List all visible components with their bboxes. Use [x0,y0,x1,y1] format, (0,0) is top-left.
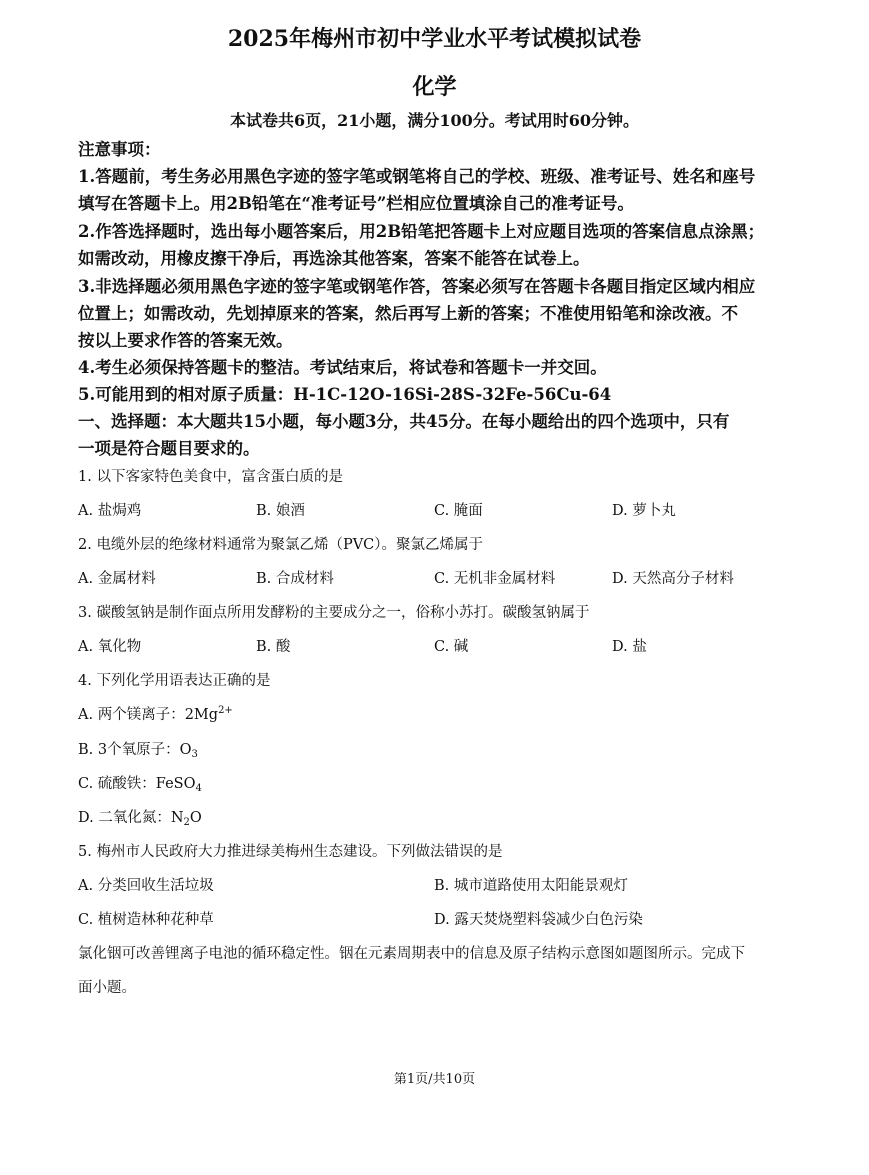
note-line: 3.非选择题必须用黑色字迹的签字笔或钢笔作答，答案必须写在答题卡各题目指定区域内相应 [78,277,756,296]
chem-formula: O [179,742,192,758]
question-stem: 1. 以下客家特色美食中，富含蛋白质的是 [78,469,343,485]
passage-text: 氯化铟可改善锂离子电池的循环稳定性。铟在元素周期表中的信息及原子结构示意图如题图所示。完成下 [78,946,745,962]
option-b: B. 城市道路使用太阳能景观灯 [434,878,628,894]
question-stem: 3. 碳酸氢钠是制作面点所用发酵粉的主要成分之一，俗称小苏打。碳酸氢钠属于 [78,605,590,621]
chem-formula-tail: O [189,810,202,826]
option-b: B. 娘酒 [256,503,305,519]
note-line: 填写在答题卡上。用2B铅笔在“准考证号”栏相应位置填涂自己的准考证号。 [78,194,634,213]
option-d: D. 盐 [612,639,647,655]
option-c [78,772,202,794]
subscript: 3 [191,749,198,760]
option-a [78,703,233,724]
option-c: C. 植树造林种花种草 [78,912,214,928]
exam-info: 本试卷共6页，21小题，满分100分。考试用时60分钟。 [229,111,640,130]
question-stem: 4. 下列化学用语表达正确的是 [78,673,271,689]
chem-formula: 2Mg [184,707,219,723]
option-a: A. 盐焗鸡 [78,503,142,519]
note-line: 按以上要求作答的答案无效。 [78,331,293,350]
option-a: A. 分类回收生活垃圾 [78,878,214,894]
charge-superscript: 2+ [218,705,233,716]
subscript: 2 [183,817,190,828]
option-label: D. 二氧化氮： [78,810,171,826]
option-b: B. 酸 [256,639,291,655]
option-label: A. 两个镁离子： [78,707,185,723]
chem-formula: FeSO [155,776,196,792]
option-label: B. 3个氧原子： [78,742,180,758]
passage-text: 面小题。 [78,980,136,996]
note-line: 4.考生必须保持答题卡的整洁。考试结束后，将试卷和答题卡一并交回。 [78,358,607,377]
notes-heading: 注意事项： [78,140,161,159]
note-line: 如需改动，用橡皮擦干净后，再选涂其他答案，答案不能答在试卷上。 [78,249,590,268]
option-b: B. 合成材料 [256,571,334,587]
option-a: A. 氧化物 [78,639,142,655]
option-d: D. 天然高分子材料 [612,571,734,587]
section-heading: 一、选择题：本大题共15小题，每小题3分，共45分。在每小题给出的四个选项中，只有 [78,412,730,431]
note-line: 2.作答选择题时，选出每小题答案后，用2B铅笔把答题卡上对应题目选项的答案信息点涂黑； [78,222,765,241]
option-d: D. 萝卜丸 [612,503,676,519]
chem-formula: N [170,810,184,826]
option-d: D. 露天焚烧塑料袋减少白色污染 [434,912,643,928]
option-b [78,738,198,760]
option-d [78,806,202,828]
note-line: 1.答题前，考生务必用黑色字迹的签字笔或钢笔将自己的学校、班级、准考证号、姓名和座号 [78,167,756,186]
exam-title: 2025年梅州市初中学业水平考试模拟试卷 [227,26,642,52]
subscript: 4 [195,783,202,794]
question-stem: 5. 梅州市人民政府大力推进绿美梅州生态建设。下列做法错误的是 [78,844,503,860]
note-line: 位置上；如需改动，先划掉原来的答案，然后再写上新的答案；不准使用铅笔和涂改液。不 [78,304,738,323]
subject-title: 化学 [412,74,457,100]
option-c: C. 碱 [434,639,469,655]
question-stem: 2. 电缆外层的绝缘材料通常为聚氯乙烯（PVC）。聚氯乙烯属于 [78,537,484,553]
option-c: C. 无机非金属材料 [434,571,556,587]
note-line: 5.可能用到的相对原子质量：H-1C-12O-16Si-28S-32Fe-56Cu-64 [78,385,612,404]
section-heading: 一项是符合题目要求的。 [78,439,260,458]
option-label: C. 硫酸铁： [78,776,156,792]
option-c: C. 腌面 [434,503,483,519]
option-a: A. 金属材料 [78,571,156,587]
page-number: 第1页/共10页 [393,1072,476,1087]
